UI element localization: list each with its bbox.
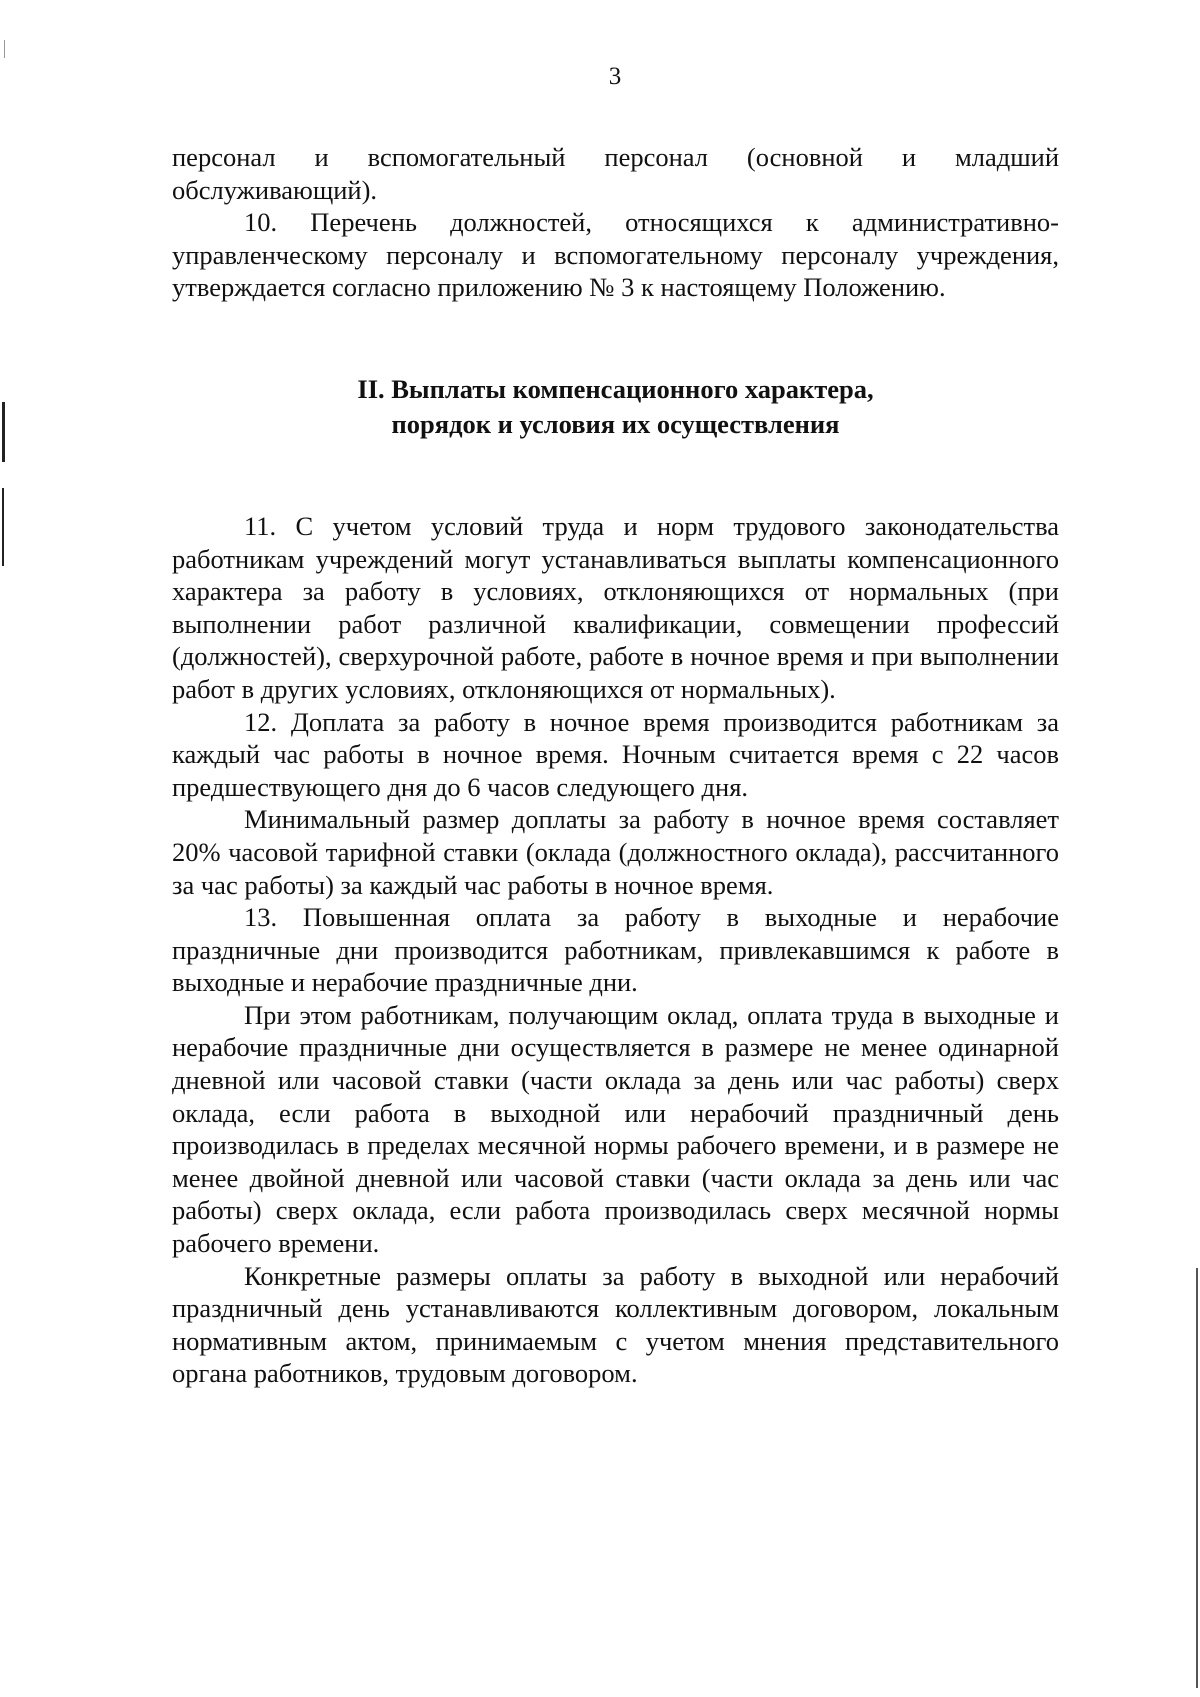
section-heading (172, 372, 1059, 442)
scan-edge-mark-right (1196, 1268, 1198, 1688)
paragraph-10: 10. Перечень должностей, относящихся к административно-управленческому персоналу и вспомогательному персоналу учреждения, утверждается согласно приложению № 3 к настоящему Положению. (172, 207, 1059, 303)
section-heading-line-1: II. Выплаты компенсационного характера, (357, 373, 874, 404)
paragraph-12: 12. Доплата за работу в ночное время производится работникам за каждый час работы в ночное время. Ночным считается время с 22 часов предшествующего дня до 6 часов следующего дня. (172, 706, 1059, 802)
scan-edge-mark-left (2, 402, 5, 462)
paragraph-12-night-rate: Минимальный размер доплаты за работу в ночное время составляет 20% часовой тарифной ставки (оклада (должностного оклада), рассчитанного за час работы) за каждый час работы в ночное время. (172, 804, 1059, 900)
scan-edge-mark-top-left (4, 40, 5, 58)
paragraph-13-specific-amounts: Конкретные размеры оплаты за работу в выходной или нерабочий праздничный день устанавливаются коллективным договором, локальным нормативным актом, принимаемым с учетом мнения представительного органа работников, трудовым договором. (172, 1260, 1059, 1389)
paragraph-13-holiday-pay: При этом работникам, получающим оклад, оплата труда в выходные и нерабочие праздничные дни осуществляется в размере не менее одинарной дневной или часовой ставки (части оклада за день или час работы) сверх оклада, если работа в выходной или нерабочий праздничный день производилась в пределах месячной нормы рабочего времени, и в размере не менее двойной дневной или часовой ставки (части оклада за день или час работы) сверх оклада, если работа производилась сверх месячной нормы рабочего времени. (172, 999, 1059, 1259)
document-body (172, 141, 1059, 1390)
paragraph-continuation: персонал и вспомогательный персонал (основной и младший обслуживающий). (172, 142, 1059, 205)
paragraph-13: 13. Повышенная оплата за работу в выходные и нерабочие праздничные дни производится работникам, привлекавшимся к работе в выходные и нерабочие праздничные дни. (172, 902, 1059, 998)
section-heading-line-2: порядок и условия их осуществления (391, 408, 840, 439)
scan-edge-mark-left-lower (2, 488, 4, 566)
page-number: 3 (608, 63, 622, 90)
paragraph-11: 11. С учетом условий труда и норм трудового законодательства работникам учреждений могут устанавливаться выплаты компенсационного характера за работу в условиях, отклоняющихся от нормальных (при выполнении работ различной квалификации, совмещении профессий (должностей), сверхурочной работе, работе в ночное время и при выполнении работ в других условиях, отклоняющихся от нормальных). (172, 510, 1059, 704)
